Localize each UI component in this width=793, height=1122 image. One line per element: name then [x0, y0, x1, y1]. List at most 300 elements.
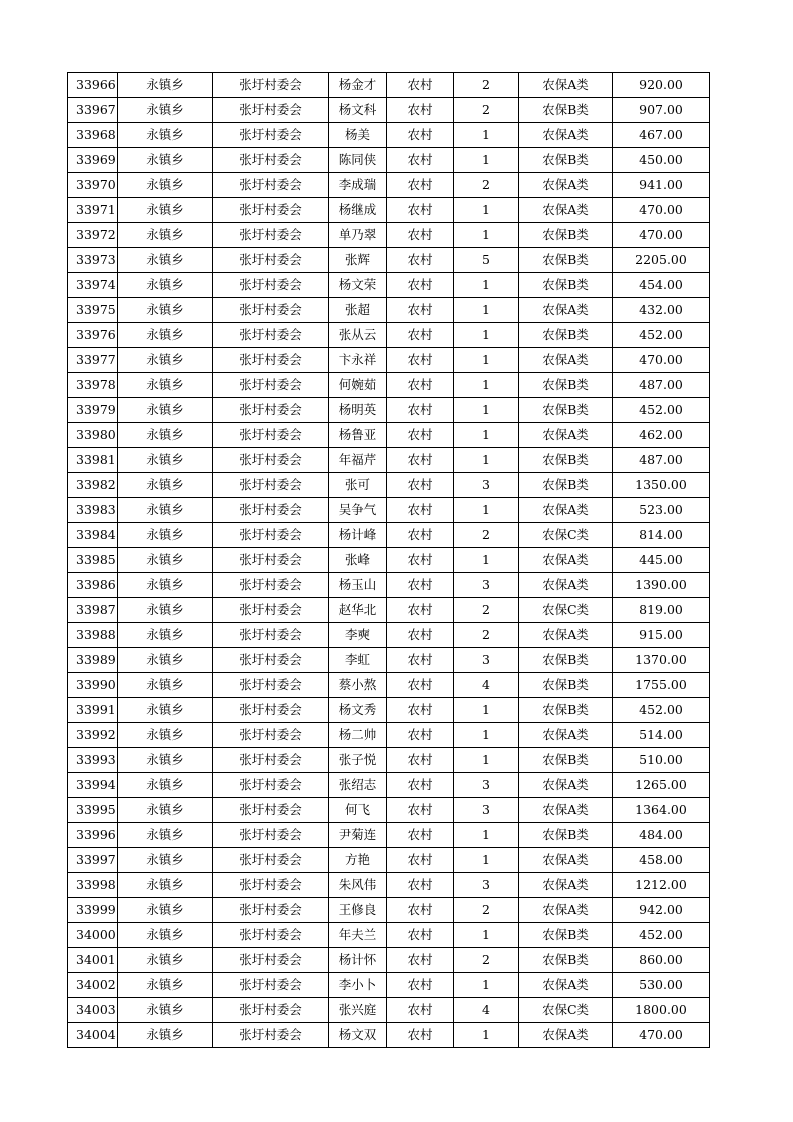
amount-cell: 942.00: [613, 898, 710, 923]
township-cell: 永镇乡: [118, 773, 213, 798]
record-id-cell: 33990: [68, 673, 118, 698]
township-cell: 永镇乡: [118, 223, 213, 248]
area-type-cell: 农村: [387, 248, 454, 273]
table-row: [68, 648, 710, 673]
household-count-cell: 4: [454, 673, 519, 698]
record-id-cell: 33981: [68, 448, 118, 473]
village-committee-cell: 张圩村委会: [213, 398, 329, 423]
table-row: [68, 923, 710, 948]
village-committee-cell: 张圩村委会: [213, 948, 329, 973]
insurance-class-cell: 农保A类: [519, 123, 613, 148]
household-count-cell: 3: [454, 773, 519, 798]
amount-cell: 514.00: [613, 723, 710, 748]
records-table: [67, 72, 710, 1048]
township-cell: 永镇乡: [118, 298, 213, 323]
township-cell: 永镇乡: [118, 348, 213, 373]
table-row: [68, 873, 710, 898]
township-cell: 永镇乡: [118, 273, 213, 298]
record-id-cell: 33997: [68, 848, 118, 873]
village-committee-cell: 张圩村委会: [213, 998, 329, 1023]
village-committee-cell: 张圩村委会: [213, 823, 329, 848]
township-cell: 永镇乡: [118, 698, 213, 723]
village-committee-cell: 张圩村委会: [213, 873, 329, 898]
household-count-cell: 4: [454, 998, 519, 1023]
person-name-cell: 张辉: [329, 248, 387, 273]
township-cell: 永镇乡: [118, 973, 213, 998]
person-name-cell: 杨玉山: [329, 573, 387, 598]
village-committee-cell: 张圩村委会: [213, 748, 329, 773]
table-row: [68, 298, 710, 323]
person-name-cell: 杨文科: [329, 98, 387, 123]
village-committee-cell: 张圩村委会: [213, 523, 329, 548]
area-type-cell: 农村: [387, 723, 454, 748]
household-count-cell: 2: [454, 898, 519, 923]
table-row: [68, 948, 710, 973]
area-type-cell: 农村: [387, 98, 454, 123]
insurance-class-cell: 农保A类: [519, 798, 613, 823]
household-count-cell: 1: [454, 273, 519, 298]
insurance-class-cell: 农保C类: [519, 598, 613, 623]
township-cell: 永镇乡: [118, 98, 213, 123]
insurance-class-cell: 农保A类: [519, 198, 613, 223]
person-name-cell: 何婉茹: [329, 373, 387, 398]
township-cell: 永镇乡: [118, 523, 213, 548]
household-count-cell: 1: [454, 498, 519, 523]
area-type-cell: 农村: [387, 873, 454, 898]
township-cell: 永镇乡: [118, 323, 213, 348]
amount-cell: 860.00: [613, 948, 710, 973]
area-type-cell: 农村: [387, 898, 454, 923]
township-cell: 永镇乡: [118, 598, 213, 623]
household-count-cell: 1: [454, 323, 519, 348]
area-type-cell: 农村: [387, 548, 454, 573]
table-row: [68, 573, 710, 598]
person-name-cell: 李虹: [329, 648, 387, 673]
amount-cell: 484.00: [613, 823, 710, 848]
insurance-class-cell: 农保B类: [519, 823, 613, 848]
village-committee-cell: 张圩村委会: [213, 348, 329, 373]
township-cell: 永镇乡: [118, 623, 213, 648]
person-name-cell: 杨美: [329, 123, 387, 148]
area-type-cell: 农村: [387, 623, 454, 648]
person-name-cell: 蔡小熬: [329, 673, 387, 698]
amount-cell: 452.00: [613, 323, 710, 348]
table-row: [68, 198, 710, 223]
table-row: [68, 273, 710, 298]
record-id-cell: 33983: [68, 498, 118, 523]
record-id-cell: 33994: [68, 773, 118, 798]
table-row: [68, 448, 710, 473]
area-type-cell: 农村: [387, 448, 454, 473]
person-name-cell: 杨文秀: [329, 698, 387, 723]
amount-cell: 470.00: [613, 223, 710, 248]
township-cell: 永镇乡: [118, 548, 213, 573]
insurance-class-cell: 农保B类: [519, 148, 613, 173]
insurance-class-cell: 农保A类: [519, 848, 613, 873]
household-count-cell: 3: [454, 648, 519, 673]
table-row: [68, 998, 710, 1023]
area-type-cell: 农村: [387, 598, 454, 623]
person-name-cell: 杨文双: [329, 1023, 387, 1048]
household-count-cell: 1: [454, 373, 519, 398]
insurance-class-cell: 农保A类: [519, 348, 613, 373]
area-type-cell: 农村: [387, 323, 454, 348]
table-row: [68, 773, 710, 798]
insurance-class-cell: 农保B类: [519, 323, 613, 348]
insurance-class-cell: 农保B类: [519, 373, 613, 398]
person-name-cell: 朱风伟: [329, 873, 387, 898]
township-cell: 永镇乡: [118, 73, 213, 98]
table-row: [68, 248, 710, 273]
person-name-cell: 张从云: [329, 323, 387, 348]
household-count-cell: 3: [454, 473, 519, 498]
person-name-cell: 王修良: [329, 898, 387, 923]
insurance-class-cell: 农保A类: [519, 173, 613, 198]
amount-cell: 470.00: [613, 1023, 710, 1048]
household-count-cell: 2: [454, 98, 519, 123]
township-cell: 永镇乡: [118, 873, 213, 898]
record-id-cell: 33978: [68, 373, 118, 398]
table-row: [68, 623, 710, 648]
household-count-cell: 1: [454, 973, 519, 998]
person-name-cell: 何飞: [329, 798, 387, 823]
household-count-cell: 2: [454, 623, 519, 648]
record-id-cell: 33988: [68, 623, 118, 648]
amount-cell: 814.00: [613, 523, 710, 548]
village-committee-cell: 张圩村委会: [213, 273, 329, 298]
table-row: [68, 423, 710, 448]
township-cell: 永镇乡: [118, 373, 213, 398]
amount-cell: 510.00: [613, 748, 710, 773]
household-count-cell: 1: [454, 223, 519, 248]
township-cell: 永镇乡: [118, 448, 213, 473]
township-cell: 永镇乡: [118, 198, 213, 223]
person-name-cell: 赵华北: [329, 598, 387, 623]
insurance-class-cell: 农保A类: [519, 73, 613, 98]
household-count-cell: 2: [454, 948, 519, 973]
village-committee-cell: 张圩村委会: [213, 598, 329, 623]
insurance-class-cell: 农保C类: [519, 998, 613, 1023]
village-committee-cell: 张圩村委会: [213, 73, 329, 98]
amount-cell: 450.00: [613, 148, 710, 173]
person-name-cell: 李小卜: [329, 973, 387, 998]
person-name-cell: 杨继成: [329, 198, 387, 223]
insurance-class-cell: 农保B类: [519, 448, 613, 473]
record-id-cell: 33982: [68, 473, 118, 498]
record-id-cell: 34001: [68, 948, 118, 973]
area-type-cell: 农村: [387, 573, 454, 598]
area-type-cell: 农村: [387, 148, 454, 173]
person-name-cell: 张可: [329, 473, 387, 498]
township-cell: 永镇乡: [118, 573, 213, 598]
township-cell: 永镇乡: [118, 648, 213, 673]
township-cell: 永镇乡: [118, 498, 213, 523]
household-count-cell: 1: [454, 448, 519, 473]
area-type-cell: 农村: [387, 273, 454, 298]
record-id-cell: 33972: [68, 223, 118, 248]
insurance-class-cell: 农保A类: [519, 298, 613, 323]
insurance-class-cell: 农保A类: [519, 498, 613, 523]
record-id-cell: 33996: [68, 823, 118, 848]
household-count-cell: 2: [454, 73, 519, 98]
amount-cell: 454.00: [613, 273, 710, 298]
person-name-cell: 方艳: [329, 848, 387, 873]
table-row: [68, 973, 710, 998]
area-type-cell: 农村: [387, 523, 454, 548]
person-name-cell: 杨计怀: [329, 948, 387, 973]
township-cell: 永镇乡: [118, 673, 213, 698]
amount-cell: 462.00: [613, 423, 710, 448]
insurance-class-cell: 农保B类: [519, 923, 613, 948]
table-row: [68, 373, 710, 398]
village-committee-cell: 张圩村委会: [213, 373, 329, 398]
village-committee-cell: 张圩村委会: [213, 198, 329, 223]
insurance-class-cell: 农保B类: [519, 698, 613, 723]
person-name-cell: 杨鲁亚: [329, 423, 387, 448]
person-name-cell: 张超: [329, 298, 387, 323]
record-id-cell: 33975: [68, 298, 118, 323]
amount-cell: 458.00: [613, 848, 710, 873]
household-count-cell: 1: [454, 923, 519, 948]
person-name-cell: 张峰: [329, 548, 387, 573]
insurance-class-cell: 农保A类: [519, 548, 613, 573]
township-cell: 永镇乡: [118, 398, 213, 423]
record-id-cell: 33977: [68, 348, 118, 373]
amount-cell: 2205.00: [613, 248, 710, 273]
household-count-cell: 1: [454, 848, 519, 873]
village-committee-cell: 张圩村委会: [213, 898, 329, 923]
person-name-cell: 尹菊连: [329, 823, 387, 848]
insurance-class-cell: 农保A类: [519, 723, 613, 748]
person-name-cell: 陈同侠: [329, 148, 387, 173]
record-id-cell: 33989: [68, 648, 118, 673]
village-committee-cell: 张圩村委会: [213, 298, 329, 323]
township-cell: 永镇乡: [118, 948, 213, 973]
record-id-cell: 33985: [68, 548, 118, 573]
insurance-class-cell: 农保A类: [519, 773, 613, 798]
record-id-cell: 33968: [68, 123, 118, 148]
village-committee-cell: 张圩村委会: [213, 573, 329, 598]
insurance-class-cell: 农保B类: [519, 673, 613, 698]
household-count-cell: 3: [454, 798, 519, 823]
village-committee-cell: 张圩村委会: [213, 673, 329, 698]
person-name-cell: 年夫兰: [329, 923, 387, 948]
village-committee-cell: 张圩村委会: [213, 423, 329, 448]
area-type-cell: 农村: [387, 398, 454, 423]
amount-cell: 1350.00: [613, 473, 710, 498]
township-cell: 永镇乡: [118, 848, 213, 873]
amount-cell: 1800.00: [613, 998, 710, 1023]
amount-cell: 1364.00: [613, 798, 710, 823]
amount-cell: 467.00: [613, 123, 710, 148]
insurance-class-cell: 农保A类: [519, 623, 613, 648]
insurance-class-cell: 农保A类: [519, 898, 613, 923]
village-committee-cell: 张圩村委会: [213, 1023, 329, 1048]
village-committee-cell: 张圩村委会: [213, 98, 329, 123]
village-committee-cell: 张圩村委会: [213, 773, 329, 798]
township-cell: 永镇乡: [118, 998, 213, 1023]
table-row: [68, 723, 710, 748]
amount-cell: 1390.00: [613, 573, 710, 598]
amount-cell: 1265.00: [613, 773, 710, 798]
amount-cell: 915.00: [613, 623, 710, 648]
record-id-cell: 33992: [68, 723, 118, 748]
household-count-cell: 1: [454, 298, 519, 323]
township-cell: 永镇乡: [118, 748, 213, 773]
table-row: [68, 148, 710, 173]
household-count-cell: 1: [454, 1023, 519, 1048]
household-count-cell: 1: [454, 423, 519, 448]
person-name-cell: 吴争气: [329, 498, 387, 523]
area-type-cell: 农村: [387, 748, 454, 773]
amount-cell: 530.00: [613, 973, 710, 998]
person-name-cell: 张子悦: [329, 748, 387, 773]
person-name-cell: 年福芹: [329, 448, 387, 473]
table-row: [68, 348, 710, 373]
insurance-class-cell: 农保A类: [519, 973, 613, 998]
household-count-cell: 1: [454, 698, 519, 723]
household-count-cell: 1: [454, 123, 519, 148]
area-type-cell: 农村: [387, 423, 454, 448]
area-type-cell: 农村: [387, 998, 454, 1023]
area-type-cell: 农村: [387, 173, 454, 198]
table-row: [68, 1023, 710, 1048]
household-count-cell: 1: [454, 348, 519, 373]
household-count-cell: 1: [454, 198, 519, 223]
table-row: [68, 898, 710, 923]
household-count-cell: 1: [454, 748, 519, 773]
insurance-class-cell: 农保C类: [519, 523, 613, 548]
record-id-cell: 33984: [68, 523, 118, 548]
table-row: [68, 748, 710, 773]
table-row: [68, 498, 710, 523]
township-cell: 永镇乡: [118, 473, 213, 498]
area-type-cell: 农村: [387, 698, 454, 723]
table-row: [68, 673, 710, 698]
village-committee-cell: 张圩村委会: [213, 623, 329, 648]
area-type-cell: 农村: [387, 773, 454, 798]
amount-cell: 1370.00: [613, 648, 710, 673]
village-committee-cell: 张圩村委会: [213, 548, 329, 573]
area-type-cell: 农村: [387, 823, 454, 848]
insurance-class-cell: 农保A类: [519, 873, 613, 898]
township-cell: 永镇乡: [118, 898, 213, 923]
insurance-class-cell: 农保B类: [519, 398, 613, 423]
area-type-cell: 农村: [387, 798, 454, 823]
person-name-cell: 杨二帅: [329, 723, 387, 748]
household-count-cell: 3: [454, 573, 519, 598]
village-committee-cell: 张圩村委会: [213, 323, 329, 348]
record-id-cell: 33973: [68, 248, 118, 273]
village-committee-cell: 张圩村委会: [213, 848, 329, 873]
record-id-cell: 33999: [68, 898, 118, 923]
village-committee-cell: 张圩村委会: [213, 973, 329, 998]
township-cell: 永镇乡: [118, 148, 213, 173]
area-type-cell: 农村: [387, 373, 454, 398]
record-id-cell: 33969: [68, 148, 118, 173]
insurance-class-cell: 农保A类: [519, 573, 613, 598]
amount-cell: 941.00: [613, 173, 710, 198]
township-cell: 永镇乡: [118, 173, 213, 198]
person-name-cell: 卞永祥: [329, 348, 387, 373]
village-committee-cell: 张圩村委会: [213, 123, 329, 148]
village-committee-cell: 张圩村委会: [213, 723, 329, 748]
village-committee-cell: 张圩村委会: [213, 148, 329, 173]
area-type-cell: 农村: [387, 673, 454, 698]
household-count-cell: 2: [454, 523, 519, 548]
table-row: [68, 548, 710, 573]
record-id-cell: 33976: [68, 323, 118, 348]
household-count-cell: 1: [454, 823, 519, 848]
amount-cell: 452.00: [613, 698, 710, 723]
person-name-cell: 李奭: [329, 623, 387, 648]
table-row: [68, 123, 710, 148]
area-type-cell: 农村: [387, 923, 454, 948]
record-id-cell: 33974: [68, 273, 118, 298]
area-type-cell: 农村: [387, 1023, 454, 1048]
person-name-cell: 单乃翠: [329, 223, 387, 248]
township-cell: 永镇乡: [118, 798, 213, 823]
area-type-cell: 农村: [387, 198, 454, 223]
area-type-cell: 农村: [387, 298, 454, 323]
insurance-class-cell: 农保B类: [519, 748, 613, 773]
area-type-cell: 农村: [387, 73, 454, 98]
table-row: [68, 173, 710, 198]
record-id-cell: 33971: [68, 198, 118, 223]
record-id-cell: 34000: [68, 923, 118, 948]
table-row: [68, 98, 710, 123]
insurance-class-cell: 农保A类: [519, 1023, 613, 1048]
record-id-cell: 34004: [68, 1023, 118, 1048]
person-name-cell: 张绍志: [329, 773, 387, 798]
household-count-cell: 1: [454, 723, 519, 748]
table-row: [68, 523, 710, 548]
household-count-cell: 1: [454, 148, 519, 173]
household-count-cell: 5: [454, 248, 519, 273]
record-id-cell: 33987: [68, 598, 118, 623]
record-id-cell: 33967: [68, 98, 118, 123]
area-type-cell: 农村: [387, 123, 454, 148]
amount-cell: 523.00: [613, 498, 710, 523]
village-committee-cell: 张圩村委会: [213, 473, 329, 498]
village-committee-cell: 张圩村委会: [213, 173, 329, 198]
table-row: [68, 823, 710, 848]
amount-cell: 487.00: [613, 448, 710, 473]
household-count-cell: 1: [454, 398, 519, 423]
household-count-cell: 2: [454, 598, 519, 623]
village-committee-cell: 张圩村委会: [213, 448, 329, 473]
person-name-cell: 张兴庭: [329, 998, 387, 1023]
table-row: [68, 473, 710, 498]
area-type-cell: 农村: [387, 498, 454, 523]
amount-cell: 1755.00: [613, 673, 710, 698]
table-row: [68, 323, 710, 348]
area-type-cell: 农村: [387, 223, 454, 248]
record-id-cell: 33993: [68, 748, 118, 773]
insurance-class-cell: 农保B类: [519, 98, 613, 123]
village-committee-cell: 张圩村委会: [213, 248, 329, 273]
amount-cell: 470.00: [613, 348, 710, 373]
record-id-cell: 33980: [68, 423, 118, 448]
table-row: [68, 73, 710, 98]
amount-cell: 432.00: [613, 298, 710, 323]
record-id-cell: 33991: [68, 698, 118, 723]
area-type-cell: 农村: [387, 973, 454, 998]
record-id-cell: 33979: [68, 398, 118, 423]
insurance-class-cell: 农保B类: [519, 948, 613, 973]
amount-cell: 452.00: [613, 923, 710, 948]
village-committee-cell: 张圩村委会: [213, 698, 329, 723]
